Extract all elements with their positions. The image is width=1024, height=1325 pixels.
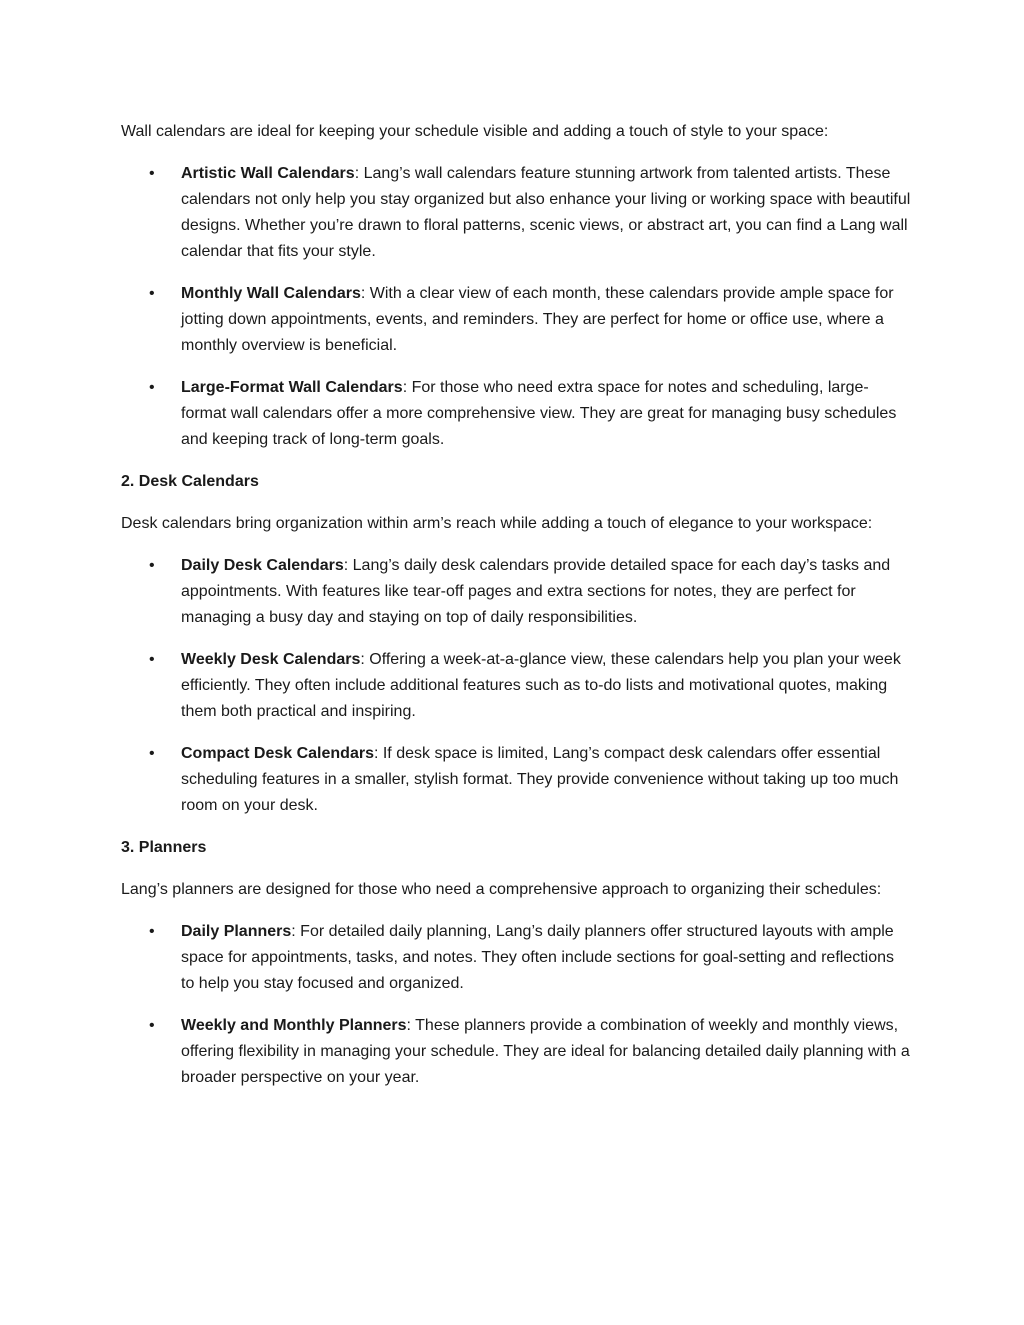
item-text: : Lang’s wall calendars feature stunning artwork from talented artists. These calendars not only help you stay organized but also enhance your living or working space with beautiful designs. Whether you’re drawn to floral patterns, scenic views, or abstract art, you can find a Lang wall calendar that fits your style.	[181, 165, 911, 260]
item-term: Large-Format Wall Calendars	[181, 379, 403, 396]
item-term: Daily Planners	[181, 923, 292, 940]
item-text: : For detailed daily planning, Lang’s daily planners offer structured layouts with ample space for appointments, tasks, and notes. They often include sections for goal-setting and reflections to help you stay focused and organized.	[181, 923, 895, 992]
item-text: : These planners provide a combination of weekly and monthly views, offering flexibility in managing your schedule. They are ideal for balancing detailed daily planning with a broader perspective on your year.	[181, 1017, 910, 1086]
item-term: Monthly Wall Calendars	[181, 285, 361, 302]
item-text: : With a clear view of each month, these calendars provide ample space for jotting down appointments, events, and reminders. They are perfect for home or office use, where a monthly overview is beneficial.	[181, 285, 894, 354]
bullet-icon: •	[149, 745, 155, 762]
bullet-icon: •	[149, 165, 155, 182]
item-term: Weekly Desk Calendars	[181, 651, 361, 668]
list-item	[121, 647, 911, 725]
item-term: Artistic Wall Calendars	[181, 165, 355, 182]
list-item	[121, 1013, 911, 1091]
bullet-icon: •	[149, 285, 155, 302]
item-text: : For those who need extra space for notes and scheduling, large-format wall calendars offer a more comprehensive view. They are great for managing busy schedules and keeping track of long-term goals.	[181, 379, 897, 448]
bullet-icon: •	[149, 379, 155, 396]
list-item	[121, 375, 911, 453]
section-heading-planners: 3. Planners	[121, 839, 207, 856]
item-term: Compact Desk Calendars	[181, 745, 374, 762]
list-item	[121, 553, 911, 631]
item-text: : Offering a week-at-a-glance view, these calendars help you plan your week efficiently. They often include additional features such as to-do lists and motivational quotes, making them both practical and inspiring.	[181, 651, 901, 720]
item-term: Weekly and Monthly Planners	[181, 1017, 407, 1034]
list-item	[121, 741, 911, 819]
list-item	[121, 161, 911, 265]
bullet-icon: •	[149, 651, 155, 668]
planners-intro: Lang’s planners are designed for those who need a comprehensive approach to organizing their schedules:	[121, 881, 882, 898]
section-heading-desk: 2. Desk Calendars	[121, 473, 259, 490]
item-text: : If desk space is limited, Lang’s compact desk calendars offer essential scheduling features in a smaller, stylish format. They provide convenience without taking up too much room on your desk.	[181, 745, 899, 814]
planners-list	[121, 919, 911, 1091]
list-item	[121, 919, 911, 997]
wall-intro: Wall calendars are ideal for keeping your schedule visible and adding a touch of style to your space:	[121, 123, 829, 140]
desk-calendar-list	[121, 553, 911, 819]
item-text: : Lang’s daily desk calendars provide detailed space for each day’s tasks and appointments. With features like tear-off pages and extra sections for notes, they are perfect for managing a busy day and staying on top of daily responsibilities.	[181, 557, 891, 626]
wall-calendar-list	[121, 161, 911, 453]
bullet-icon: •	[149, 1017, 155, 1034]
list-item	[121, 281, 911, 359]
item-term: Daily Desk Calendars	[181, 557, 344, 574]
bullet-icon: •	[149, 557, 155, 574]
bullet-icon: •	[149, 923, 155, 940]
desk-intro: Desk calendars bring organization within arm’s reach while adding a touch of elegance to your workspace:	[121, 515, 873, 532]
document-body	[121, 119, 911, 1107]
